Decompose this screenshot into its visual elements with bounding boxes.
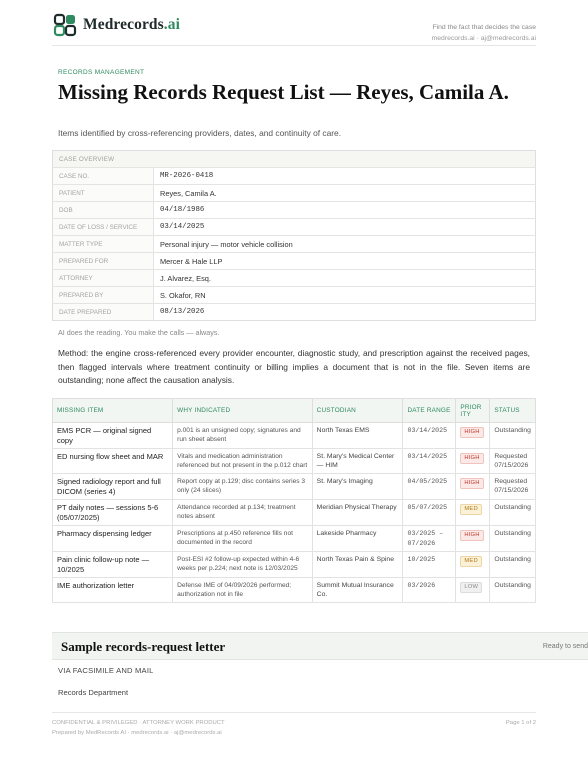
missing-item-name: Pharmacy dispensing ledger (53, 526, 173, 552)
header-contact: Find the fact that decides the case medrecords.ai · aj@medrecords.ai (431, 24, 536, 42)
case-overview-table (52, 150, 536, 321)
custodian: Meridian Physical Therapy (312, 500, 403, 526)
priority-cell (456, 578, 490, 603)
column-header-custodian: CUSTODIAN (312, 399, 403, 423)
sample-letter-header (52, 632, 588, 660)
page-number: Page 1 of 2 (505, 720, 536, 726)
overview-value: MR-2026-0418 (154, 168, 536, 185)
why-indicated: Report copy at p.129; disc contains series 3 only (24 slices) (173, 474, 313, 500)
why-indicated: Defense IME of 04/09/2026 performed; authorization not in file (173, 578, 313, 603)
header-tagline: Find the fact that decides the case (432, 24, 536, 31)
status: Outstanding (490, 423, 536, 449)
status: Requested 07/15/2026 (490, 449, 536, 474)
date-range: 05/07/2025 (403, 500, 456, 526)
overview-row (53, 185, 536, 202)
table-row (53, 474, 536, 500)
table-row (53, 449, 536, 474)
priority-cell (456, 500, 490, 526)
why-indicated: Attendance recorded at p.134; treatment notes absent (173, 500, 313, 526)
brand-logo (52, 12, 180, 38)
overview-label: PATIENT (53, 185, 154, 202)
method-paragraph: Method: the engine cross-referenced every provider encounter, diagnostic study, and prescription against the received pages, then flagged intervals where treatment continuity or billing implies a document that is not in the file. Seven items are outstanding; none affect the causation analysis. (58, 348, 530, 385)
medrecords-logo-icon (52, 12, 78, 38)
overview-value: 03/14/2025 (154, 219, 536, 236)
date-range: 04/05/2025 (403, 474, 456, 500)
custodian: St. Mary's Imaging (312, 474, 403, 500)
custodian: Summit Mutual Insurance Co. (312, 578, 403, 603)
table-header-row (53, 399, 536, 423)
overview-label: DATE PREPARED (53, 304, 154, 321)
missing-items-table (52, 398, 536, 603)
overview-value: Reyes, Camila A. (154, 185, 536, 202)
priority-badge: LOW (460, 582, 482, 593)
document-footer: CONFIDENTIAL & PRIVILEGED · ATTORNEY WORK PRODUCT Prepared by MedRecords AI · medrecords.ai · aj@medrecords.ai Page 1 of 2 (52, 712, 536, 738)
priority-badge: MED (460, 556, 481, 567)
column-header-status: STATUS (490, 399, 536, 423)
overview-row (53, 304, 536, 321)
column-header-item: MISSING ITEM (53, 399, 173, 423)
overview-row (53, 202, 536, 219)
section-label: RECORDS MANAGEMENT (58, 69, 145, 76)
overview-value: S. Okafor, RN (154, 287, 536, 304)
priority-badge: HIGH (460, 427, 483, 438)
sample-letter-title: Sample records-request letter (61, 639, 226, 654)
table-row (53, 578, 536, 603)
case-overview-caption: CASE OVERVIEW (53, 151, 536, 168)
status: Outstanding (490, 578, 536, 603)
why-indicated: Vitals and medication administration referenced but not present in the p.012 chart (173, 449, 313, 474)
custodian: North Texas Pain & Spine (312, 552, 403, 578)
overview-value: Mercer & Hale LLP (154, 253, 536, 270)
document-header (52, 12, 536, 46)
ai-disclaimer: AI does the reading. You make the calls — always. (58, 328, 220, 337)
date-range: 03/2026 (403, 578, 456, 603)
date-range: 03/2025 – 07/2026 (403, 526, 456, 552)
overview-label: MATTER TYPE (53, 236, 154, 253)
status: Requested 07/15/2026 (490, 474, 536, 500)
missing-item-name: Signed radiology report and full DICOM (series 4) (53, 474, 173, 500)
custodian: North Texas EMS (312, 423, 403, 449)
page-subtitle: Items identified by cross-referencing providers, dates, and continuity of care. (58, 128, 342, 138)
footer-prepared-by: Prepared by MedRecords AI (52, 730, 126, 736)
priority-cell (456, 449, 490, 474)
priority-badge: HIGH (460, 530, 483, 541)
column-header-priority: PRIOR ITY (456, 399, 490, 423)
column-header-why: WHY INDICATED (173, 399, 313, 423)
why-indicated: Prescriptions at p.450 reference fills not documented in the record (173, 526, 313, 552)
footer-website[interactable]: medrecords.ai (131, 730, 169, 736)
table-row (53, 552, 536, 578)
date-range: 03/14/2025 (403, 423, 456, 449)
page-title: Missing Records Request List — Reyes, Camila A. (58, 80, 509, 104)
overview-value: Personal injury — motor vehicle collision (154, 236, 536, 253)
overview-row (53, 219, 536, 236)
brand-name: Medrecords.ai (83, 16, 181, 33)
priority-badge: MED (460, 504, 481, 515)
status: Outstanding (490, 500, 536, 526)
status: Outstanding (490, 526, 536, 552)
overview-row (53, 287, 536, 304)
overview-label: CASE NO. (53, 168, 154, 185)
overview-label: DATE OF LOSS / SERVICE (53, 219, 154, 236)
why-indicated: p.001 is an unsigned copy; signatures and run sheet absent (173, 423, 313, 449)
priority-badge: HIGH (460, 478, 483, 489)
overview-row (53, 270, 536, 287)
overview-row (53, 253, 536, 270)
ready-to-send-label: Ready to send (542, 643, 588, 650)
header-email[interactable]: aj@medrecords.ai (480, 35, 536, 42)
overview-row (53, 168, 536, 185)
overview-label: ATTORNEY (53, 270, 154, 287)
missing-item-name: IME authorization letter (53, 578, 173, 603)
missing-item-name: ED nursing flow sheet and MAR (53, 449, 173, 474)
table-row (53, 526, 536, 552)
footer-email[interactable]: aj@medrecords.ai (173, 730, 222, 736)
priority-cell (456, 423, 490, 449)
priority-cell (456, 474, 490, 500)
table-row (53, 500, 536, 526)
priority-cell (456, 526, 490, 552)
custodian: St. Mary's Medical Center — HIM (312, 449, 403, 474)
priority-badge: HIGH (460, 453, 483, 464)
date-range: 03/14/2025 (403, 449, 456, 474)
overview-row (53, 236, 536, 253)
missing-item-name: PT daily notes — sessions 5-6 (05/07/2025) (53, 500, 173, 526)
footer-work-product: ATTORNEY WORK PRODUCT (142, 720, 225, 726)
overview-label: PREPARED BY (53, 287, 154, 304)
missing-item-name: EMS PCR — original signed copy (53, 423, 173, 449)
custodian: Lakeside Pharmacy (312, 526, 403, 552)
overview-label: DOB (53, 202, 154, 219)
date-range: 10/2025 (403, 552, 456, 578)
column-header-date: DATE RANGE (403, 399, 456, 423)
status: Outstanding (490, 552, 536, 578)
overview-value: 04/18/1986 (154, 202, 536, 219)
priority-cell (456, 552, 490, 578)
overview-label: PREPARED FOR (53, 253, 154, 270)
overview-value: J. Alvarez, Esq. (154, 270, 536, 287)
why-indicated: Post-ESI #2 follow-up expected within 4-6 weeks per p.224; next note is 12/03/2025 (173, 552, 313, 578)
table-row (53, 423, 536, 449)
header-website[interactable]: medrecords.ai (431, 35, 475, 42)
letter-recipient: Records Department (58, 688, 129, 697)
missing-item-name: Pain clinic follow-up note — 10/2025 (53, 552, 173, 578)
footer-confidential: CONFIDENTIAL & PRIVILEGED (52, 720, 138, 726)
overview-value: 08/13/2026 (154, 304, 536, 321)
letter-delivery-method: VIA FACSIMILE AND MAIL (58, 666, 154, 675)
